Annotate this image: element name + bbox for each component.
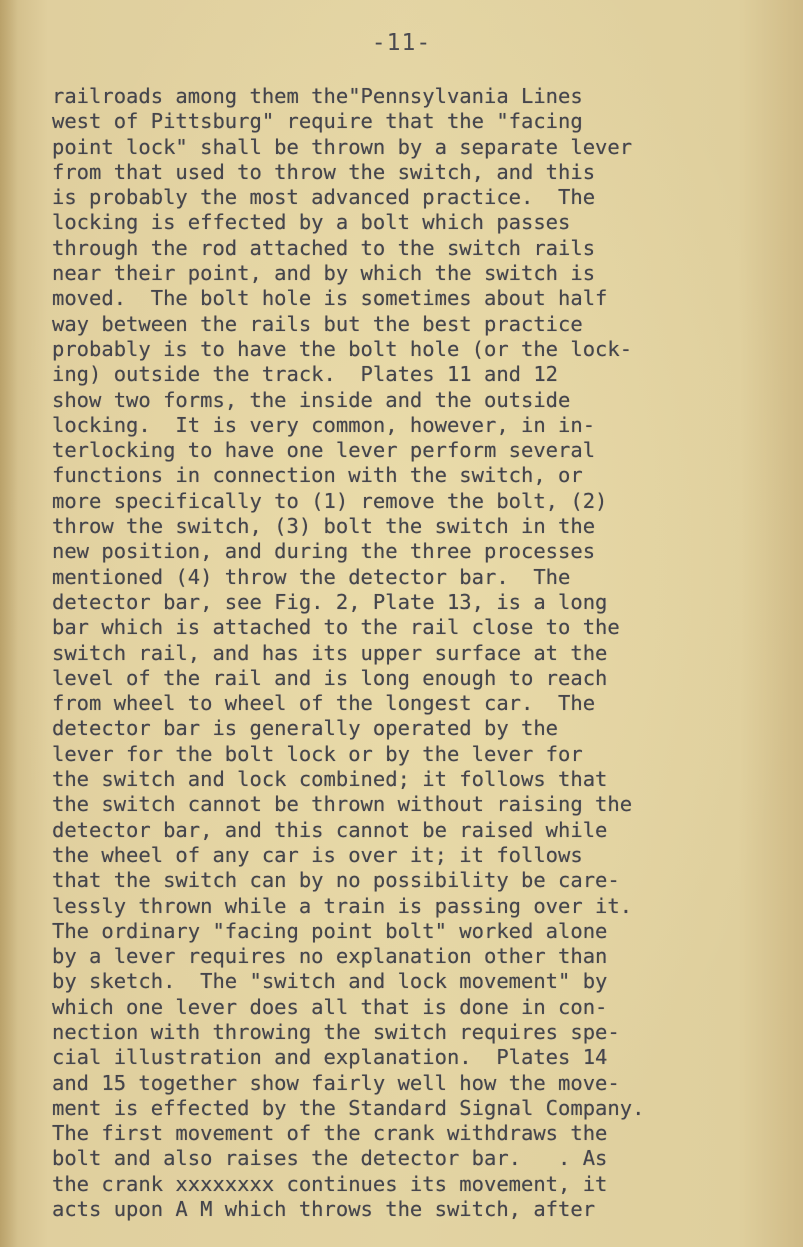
text-line: more specifically to (1) remove the bolt, (2)	[52, 488, 608, 513]
text-line: detector bar, and this cannot be raised while	[52, 817, 608, 842]
text-line: detector bar, see Fig. 2, Plate 13, is a long	[52, 589, 608, 614]
text-line: lever for the bolt lock or by the lever for	[52, 741, 583, 766]
text-line: bolt and also raises the detector bar. . As	[52, 1146, 608, 1171]
text-line: moved. The bolt hole is sometimes about half	[52, 286, 608, 311]
text-line: detector bar is generally operated by the	[52, 716, 559, 741]
body-text	[52, 84, 792, 1222]
text-line: from that used to throw the switch, and this	[52, 159, 596, 184]
text-line: the wheel of any car is over it; it follows	[52, 842, 583, 867]
text-line: the crank xxxxxxxx continues its movement, it	[52, 1171, 608, 1196]
text-line: The ordinary "facing point bolt" worked alone	[52, 918, 608, 943]
text-line: which one lever does all that is done in con-	[52, 994, 608, 1019]
page-number: -11-	[371, 30, 432, 56]
text-line: by sketch. The "switch and lock movement" by	[52, 969, 608, 994]
text-line: throw the switch, (3) bolt the switch in the	[52, 514, 596, 539]
text-line: that the switch can by no possibility be care-	[52, 868, 620, 893]
text-line: level of the rail and is long enough to reach	[52, 665, 608, 690]
text-line: cial illustration and explanation. Plates 14	[52, 1045, 608, 1070]
text-line: the switch cannot be thrown without raising the	[52, 792, 633, 817]
text-line: locking is effected by a bolt which passes	[52, 210, 571, 235]
text-line: is probably the most advanced practice. The	[52, 185, 596, 210]
text-line: through the rod attached to the switch rails	[52, 235, 596, 260]
text-line: lessly thrown while a train is passing over it.	[52, 893, 633, 918]
text-line: probably is to have the bolt hole (or the lock-	[52, 336, 633, 361]
text-line: from wheel to wheel of the longest car. The	[52, 691, 596, 716]
text-line: ing) outside the track. Plates 11 and 12	[52, 362, 559, 387]
text-line: railroads among them the"Pennsylvania Lines	[52, 84, 583, 108]
text-line: the switch and lock combined; it follows that	[52, 767, 608, 792]
text-line: way between the rails but the best practice	[52, 311, 583, 336]
text-line: terlocking to have one lever perform several	[52, 438, 596, 463]
text-line: switch rail, and has its upper surface at the	[52, 640, 608, 665]
text-line: locking. It is very common, however, in in-	[52, 412, 596, 437]
page-gutter-shadow	[0, 0, 18, 1247]
text-line: acts upon A M which throws the switch, after	[52, 1197, 596, 1222]
text-line: near their point, and by which the switch is	[52, 261, 596, 286]
text-line: new position, and during the three processes	[52, 539, 596, 564]
text-line: mentioned (4) throw the detector bar. The	[52, 564, 571, 589]
text-line: nection with throwing the switch requires spe-	[52, 1019, 620, 1044]
text-line: ment is effected by the Standard Signal Company.	[52, 1095, 645, 1120]
text-line: and 15 together show fairly well how the move-	[52, 1070, 620, 1095]
text-line: by a lever requires no explanation other than	[52, 944, 608, 969]
text-line: bar which is attached to the rail close to the	[52, 615, 620, 640]
text-line: show two forms, the inside and the outside	[52, 387, 571, 412]
text-line: west of Pittsburg" require that the "facing	[52, 109, 583, 134]
text-line: functions in connection with the switch, or	[52, 463, 583, 488]
text-line: point lock" shall be thrown by a separate lever	[52, 134, 633, 159]
text-line: The first movement of the crank withdraws the	[52, 1121, 608, 1146]
